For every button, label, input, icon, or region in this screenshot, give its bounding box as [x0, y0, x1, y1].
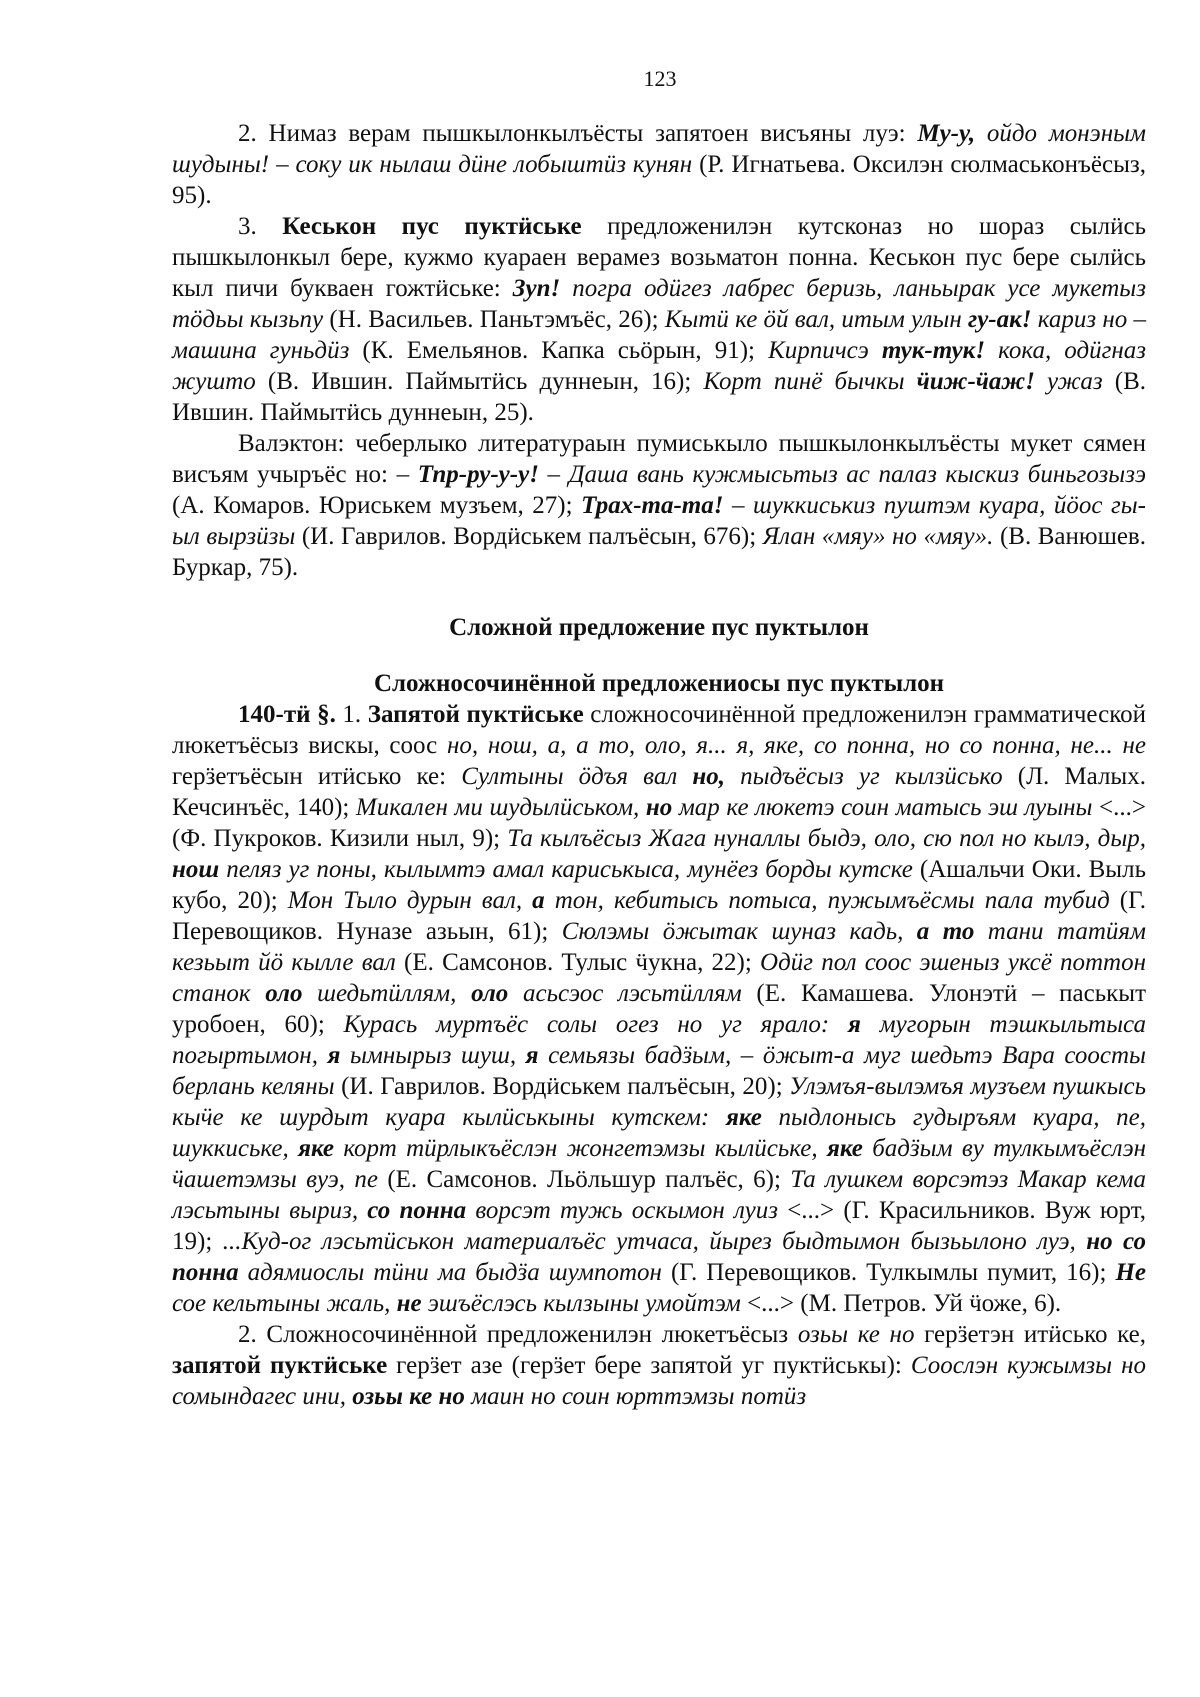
example-text: пыдъёсыз уг кылзӥсько — [725, 763, 1003, 790]
page-number: 123 — [643, 66, 677, 91]
paragraph-note — [172, 428, 1146, 583]
source-citation: (Г. Перевощиков. Нуназе азьын, 61); — [172, 887, 1146, 945]
example-emphasis: Му-у, — [917, 120, 976, 147]
example-text: семьязы бадӟым, – ӧжыт-а муг шедьтэ Вара соосты берлань келяны — [172, 1042, 1146, 1100]
example-text: Мон Тыло дурын вал, — [287, 887, 533, 914]
example-text: сое кельтыны жаль, — [172, 1290, 397, 1317]
spacer — [172, 643, 1146, 668]
example-emphasis: тук-тук! — [881, 337, 986, 364]
example-emphasis: ӵиж-ӵаж! — [916, 368, 1035, 395]
text: 2. Сложносочинённой предложенилэн люкетъёсыз — [238, 1321, 798, 1348]
source-citation: (Е. Самсонов. Льӧльшур палъёс, 6); — [377, 1166, 791, 1193]
text: Валэктон: чеберлыко литератураын пумиськыло пышкылонкылъёсты мукет сямен висъям учыръёс но: – — [172, 430, 1146, 488]
example-text: Та кылъёсыз Жага нуналлы быдэ, оло, сю пол но кылэ, дыр, — [507, 825, 1146, 852]
example-emphasis: озьы ке но — [352, 1383, 465, 1410]
example-text: ойдо монэным шудыны! – соку ик нылаш дӥне лобыштӥз кунян — [172, 120, 1146, 178]
example-text: Микален ми шудылӥськом, — [355, 794, 646, 821]
example-text: Корт пинё бычкы — [703, 368, 917, 395]
rule-term: Запятой пуктӥське — [367, 701, 584, 728]
text: герӟет азе (герӟет бере запятой уг пуктӥськы): — [387, 1352, 911, 1379]
example-emphasis: яке — [298, 1135, 334, 1162]
example-text: Та лушкем ворсэтэз Макар кема лэсьтыны выриз, — [172, 1166, 1146, 1224]
example-emphasis: со понна — [367, 1197, 467, 1224]
example-emphasis: гу-ак! — [967, 306, 1032, 333]
example-emphasis: Не — [1115, 1259, 1146, 1286]
example-emphasis: а — [532, 887, 545, 914]
example-text: Султыны ӧдъя вал — [461, 763, 693, 790]
example-text: Ялан «мяу» но «мяу». — [762, 523, 994, 550]
example-emphasis: а то — [916, 918, 975, 945]
source-citation: (Г. Перевощиков. Тулкымлы пумит, 16); — [661, 1259, 1116, 1286]
example-text: маин но соин юрттэмзы потӥз — [464, 1383, 807, 1410]
example-text: кариз но – машина гуньдӥз — [172, 306, 1147, 364]
example-text: мугорын тэшкыльтыса погыртымон, — [172, 1011, 1146, 1069]
paragraph-140-2 — [172, 1319, 1146, 1412]
text: предложенилэн кутсконаз но шораз сылӥсь пышкылонкыл бере, кужмо куараен верамез возьматон понна. Кеськон пус бере сылӥсь кыл пичи букваен гожтӥське: — [172, 213, 1147, 302]
conjunction-list: но, нош, а, а то, оло, я... я, яке, со понна, но со понна, не... не — [446, 732, 1146, 759]
source-citation: <...> (М. Петров. Уй ӵоже, 6). — [740, 1290, 1062, 1317]
example-text: ...Куд-ог лэсьтӥськон материалъёс утчаса, йырез быдтымон бызьылоно луэ, — [222, 1228, 1087, 1255]
example-text: пеляз уг поны, кылымтэ амал кариськыса, мунёез борды кутске — [219, 856, 913, 883]
example-emphasis: нош — [172, 856, 220, 883]
example-emphasis: не — [396, 1290, 422, 1317]
paragraph-3 — [172, 211, 1146, 428]
rule-term: запятой пуктӥське — [172, 1352, 388, 1379]
example-emphasis: я — [848, 1011, 861, 1038]
example-emphasis: оло — [471, 980, 509, 1007]
text-body — [172, 118, 1146, 1412]
example-text: ворсэт тужь оскымон луиз — [466, 1197, 778, 1224]
example-text: Одӥг пол соос эшеныз уксё поттон станок — [172, 949, 1147, 1007]
paragraph-140-1 — [172, 699, 1146, 1319]
section-heading: Сложной предложение пус пуктылон — [449, 614, 869, 641]
example-text: ымнырыз шуш, — [340, 1042, 526, 1069]
example-text: – шуккиськиз пуштэм куара, йӧос гы-ыл вырзӥзы — [172, 492, 1146, 550]
example-text: Кирпичсэ — [768, 337, 882, 364]
example-emphasis: я — [327, 1042, 341, 1069]
example-text: эшъёслэсь кылзыны умойтэм — [421, 1290, 741, 1317]
source-citation: (Е. Самсонов. Тулыс ӵукна, 22); — [395, 949, 761, 976]
example-text: Кытӥ ке ӧй вал, итым улын — [664, 306, 968, 333]
example-text: ужаз — [1034, 368, 1103, 395]
text: 2. Нимаз верам пышкылонкылъёсты запятоен висъяны луэ: — [238, 120, 918, 147]
example-emphasis: Трах-та-та! — [581, 492, 724, 519]
example-emphasis: оло — [265, 980, 303, 1007]
example-emphasis: но со понна — [172, 1228, 1146, 1286]
source-citation: (Е. Камашева. Улонэтӥ – паськыт уробоен, 60); — [172, 980, 1146, 1038]
rule-term: Кеськон пус пуктӥське — [282, 213, 582, 240]
text: 3. — [238, 213, 283, 240]
source-citation: (В. Ванюшев. Буркар, 75). — [172, 523, 1146, 581]
text: герӟетъёсын итӥсько ке: — [172, 763, 462, 790]
text: сложносочинённой предложенилэн грамматической люкетъёсыз вискы, соос — [172, 701, 1146, 759]
example-text: Соослэн кужымзы но сомындагес ини, — [172, 1352, 1146, 1410]
conjunction-term: озьы ке но — [797, 1321, 915, 1348]
example-text: тон, кебитысь потыса, пужымъёсмы пала тубид — [544, 887, 1110, 914]
example-text: тани татӥям кезьыт йӧ кылле вал — [172, 918, 1146, 976]
example-text: погра одӥгез лабрес беризь, ланьырак усе мукетыз тӧдьы кызьпу — [172, 275, 1146, 333]
example-emphasis: яке — [725, 1104, 762, 1131]
example-text: Улэмъя-вылэмъя музъем пушкысь кыӵе ке шурдыт куара кылӥськыны кутскем: — [172, 1073, 1146, 1131]
example-emphasis: Зуп! — [512, 275, 561, 302]
example-text: адямиослы тӥни ма быдӟа шумпотон — [238, 1259, 662, 1286]
spacer — [172, 583, 1146, 612]
source-citation: (Ашальчи Оки. Выль кубо, 20); — [172, 856, 1146, 914]
source-citation: (К. Емельянов. Капка сьӧрын, 91); — [349, 337, 769, 364]
example-text: Сюлэмы ӧжытак шуназ кадь, — [561, 918, 917, 945]
source-citation: (Н. Васильев. Паньтэмъёс, 26); — [323, 306, 665, 333]
source-citation: (В. Ившин. Паймытӥсь дуннеын, 25). — [172, 368, 1147, 426]
source-citation: (Р. Игнатьева. Оксилэн сюлмаськонъёсыз, 95). — [172, 151, 1146, 209]
text: 1. — [335, 701, 368, 728]
source-citation: (Л. Малых. Кечсинъёс, 140); — [172, 763, 1146, 821]
paragraph-2 — [172, 118, 1146, 211]
example-text: бадӟым ву тулкымъёслэн ӵашетэмзы вуэ, пе — [172, 1135, 1147, 1193]
source-citation: <...> (Г. Красильников. Вуж юрт, 19); — [172, 1197, 1147, 1255]
example-text: корт тӥрлыкъёслэн жонгетэмзы кылӥське, — [333, 1135, 827, 1162]
source-citation: (А. Комаров. Юриськем музъем, 27); — [172, 492, 582, 519]
example-text: шедьтӥллям, — [302, 980, 472, 1007]
example-emphasis: Тпр-ру-у-у! — [417, 461, 539, 488]
subsection-heading: Сложносочинённой предложениосы пус пуктылон — [373, 670, 945, 697]
example-text: кока, одӥгназ жушто — [172, 337, 1147, 395]
section-number: 140-тӥ §. — [238, 701, 336, 728]
example-emphasis: но, — [692, 763, 726, 790]
source-citation: <...> (Ф. Пукроков. Кизили ныл, 9); — [172, 794, 1147, 852]
example-text: – Даша вань кужмысьтыз ас палаз кыскиз биньгозызэ — [538, 461, 1146, 488]
example-emphasis: я — [525, 1042, 539, 1069]
example-text: Курась муртъёс солы огез но уг ярало: — [343, 1011, 848, 1038]
example-emphasis: яке — [826, 1135, 863, 1162]
source-citation: (В. Ившин. Паймытӥсь дуннеын, 16); — [255, 368, 704, 395]
source-citation: (И. Гаврилов. Вордӥськем палъёсын, 20); — [334, 1073, 790, 1100]
example-text: мар ке люкетэ соин матысь эш луыны — [672, 794, 1093, 821]
example-text: пыдлонысь гудыръям куара, пе, шуккиське, — [172, 1104, 1146, 1162]
text: герӟетэн итӥсько ке, — [914, 1321, 1147, 1348]
example-emphasis: но — [645, 794, 673, 821]
example-text: асьсэос лэсьтӥллям — [508, 980, 742, 1007]
source-citation: (И. Гаврилов. Вордӥськем палъёсын, 676); — [295, 523, 763, 550]
